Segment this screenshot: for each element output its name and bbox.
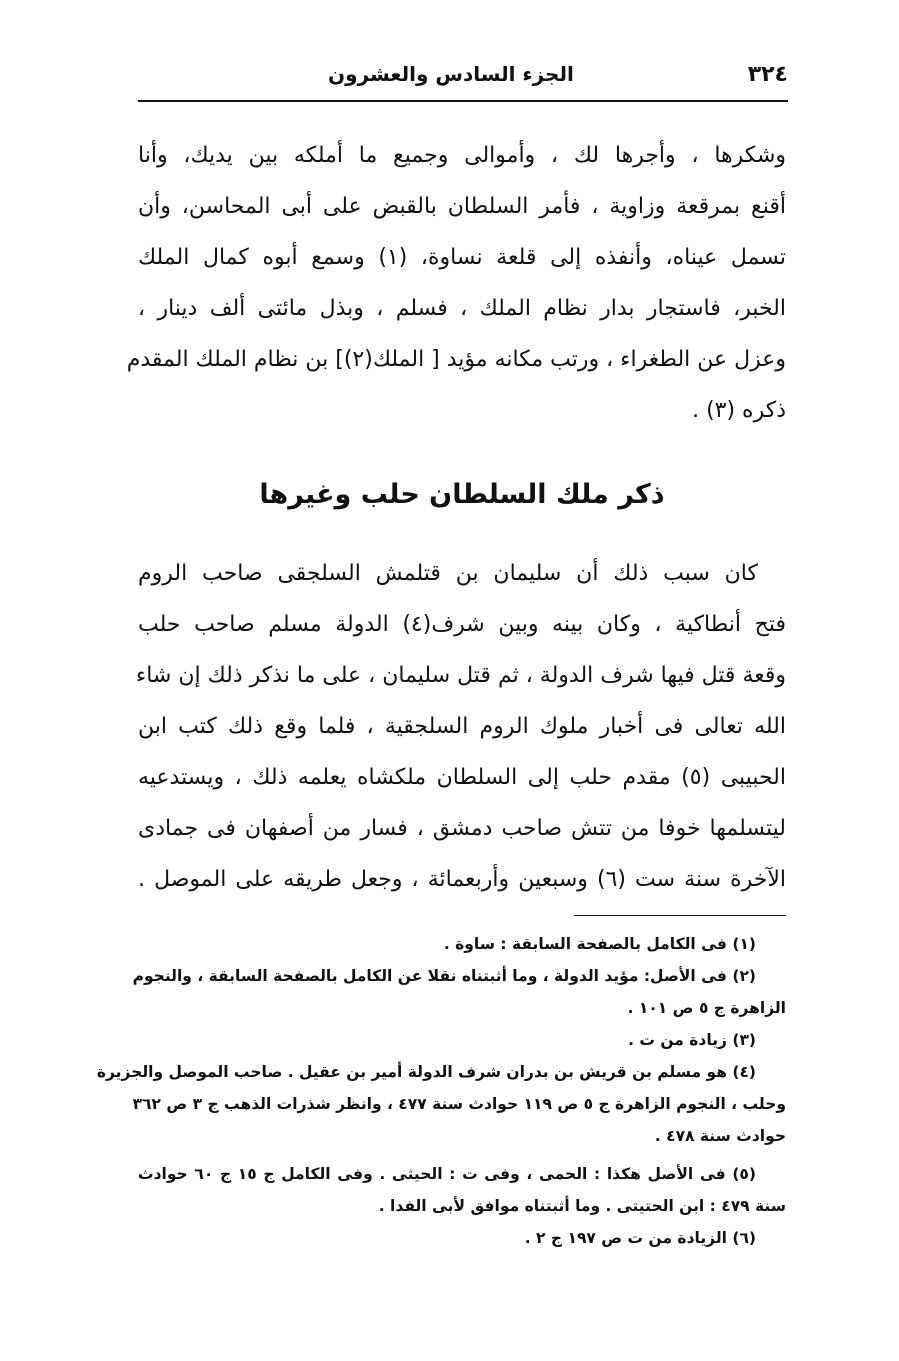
text-line: فتح أنطاكية ، وكان بينه وبين شرف(٤) الدولة مسلم صاحب حلب: [138, 612, 786, 637]
text-line: وعزل عن الطغراء ، ورتب مكانه مؤيد [ الملك(٢)] بن نظام الملك المقدم: [126, 347, 786, 372]
text-line: الله تعالى فى أخبار ملوك الروم السلجقية ، فلما وقع ذلك كتب ابن: [138, 714, 786, 739]
text-line: الآخرة سنة ست (٦) وسبعين وأربعمائة ، وجعل طريقه على الموصل .: [138, 867, 787, 892]
footnote-line: حوادث سنة ٤٧٨ .: [654, 1127, 786, 1145]
running-title: الجزء السادس والعشرون: [328, 62, 574, 86]
paragraph-2: [135, 548, 787, 905]
text-line: وقعة قتل فيها شرف الدولة ، ثم قتل سليمان ، على ما نذكر ذلك إن شاء: [135, 663, 786, 688]
footnote-4: [96, 1056, 786, 1152]
text-line: أقنع بمرقعة وزاوية ، فأمر السلطان بالقبض على أبى المحاسن، وأن: [138, 194, 786, 219]
footnote-rule: [574, 915, 786, 916]
page-number: ٣٢٤: [747, 61, 788, 87]
text-line: ذكره (٣) .: [692, 398, 786, 423]
section-heading: ذكر ملك السلطان حلب وغيرها: [259, 479, 665, 510]
footnote-line: (٣) زيادة من ت .: [628, 1031, 756, 1049]
footnote-line: (١) فى الكامل بالصفحة السابقة : ساوة .: [443, 935, 756, 953]
footnote-3: [138, 1024, 786, 1056]
paragraph-1: [126, 130, 787, 436]
text-line: ليتسلمها خوفا من تتش صاحب دمشق ، فسار من أصفهان فى جمادى: [138, 816, 786, 841]
footnote-5: [138, 1158, 786, 1222]
text-line: كان سبب ذلك أن سليمان بن قتلمش السلجقى صاحب الروم: [138, 561, 758, 586]
text-line: وشكرها ، وأجرها لك ، وأموالى وجميع ما أملكه بين يديك، وأنا: [138, 143, 786, 168]
footnote-line: الزاهرة ج ٥ ص ١٠١ .: [627, 999, 786, 1017]
footnote-1: [138, 928, 786, 960]
footnote-line: (٥) فى الأصل هكذا : الحمى ، وفى ت : الحيثى . وفى الكامل ج ١٥ ج ٦٠ حوادث: [138, 1165, 756, 1183]
text-line: تسمل عيناه، وأنفذه إلى قلعة نساوة، (١) وسمع أبوه كمال الملك: [138, 245, 787, 270]
footnotes: [96, 928, 786, 1254]
footnote-line: (٢) فى الأصل: مؤيد الدولة ، وما أثبتناه نقلا عن الكامل بالصفحة السابقة ، والنجوم: [132, 967, 756, 985]
page-header: [138, 56, 788, 92]
footnote-line: سنة ٤٧٩ : ابن الحتيتى . وما أثبتناه موافق لأبى الفدا .: [378, 1197, 786, 1215]
text-line: الخبر، فاستجار بدار نظام الملك ، فسلم ، وبذل مائتى ألف دينار ،: [138, 296, 786, 321]
footnote-line: (٤) هو مسلم بن قريش بن بدران شرف الدولة أمير بن عقيل . صاحب الموصل والجزيرة: [96, 1063, 756, 1081]
text-line: الحبيبى (٥) مقدم حلب إلى السلطان ملكشاه يعلمه ذلك ، ويستدعيه: [138, 765, 786, 790]
footnote-6: [138, 1222, 786, 1254]
footnote-2: [132, 960, 786, 1024]
footnote-line: وحلب ، النجوم الزاهرة ج ٥ ص ١١٩ حوادث سنة ٤٧٧ ، وانظر شذرات الذهب ج ٣ ص ٣٦٢: [132, 1095, 786, 1113]
header-rule: [138, 100, 788, 102]
footnote-line: (٦) الزيادة من ت ص ١٩٧ ج ٢ .: [524, 1229, 756, 1247]
